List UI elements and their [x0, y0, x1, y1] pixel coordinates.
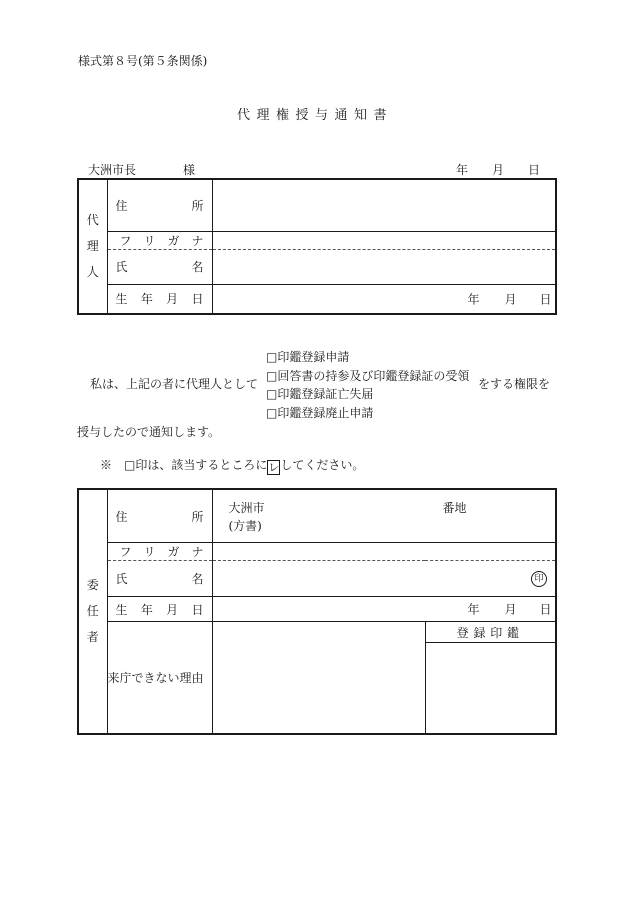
- agent-dob-month: 月: [504, 292, 517, 306]
- principal-side-label: 委 任 者: [78, 489, 107, 734]
- reason-label: 来庁できない理由: [107, 622, 212, 734]
- agent-furigana-field[interactable]: [212, 231, 556, 249]
- agent-address-field[interactable]: [212, 179, 556, 231]
- principal-furigana-label: フ リ ガ ナ: [107, 543, 212, 561]
- checkbox-note: ※ □印は、該当するところにレしてください。: [100, 458, 365, 474]
- agent-name-label: 氏 名: [107, 249, 212, 284]
- agent-dob-year: 年: [467, 292, 480, 306]
- option-reply-and-card-receipt[interactable]: □回答書の持参及び印鑑登録証の受領: [266, 368, 470, 383]
- agent-furigana-label: フ リ ガ ナ: [107, 231, 212, 249]
- principal-address-label: 住 所: [107, 489, 212, 543]
- principal-name-field[interactable]: [212, 561, 556, 597]
- date-month-label: 月: [492, 163, 505, 177]
- principal-dob-field[interactable]: [212, 597, 556, 622]
- option-registration-cancel[interactable]: □印鑑登録廃止申請: [266, 405, 374, 420]
- form-number: 様式第８号(第５条関係): [78, 54, 208, 68]
- principal-dob-month: 月: [504, 602, 517, 617]
- option-card-loss-report[interactable]: □印鑑登録証亡失届: [266, 387, 374, 401]
- agent-table: [77, 178, 557, 315]
- principal-address-care-of: (方書): [228, 519, 262, 533]
- principal-dob-year: 年: [467, 602, 480, 617]
- registered-seal-label: 登録印鑑: [425, 622, 556, 643]
- authorization-continuation: 授与したので通知します。: [77, 425, 221, 439]
- reason-field[interactable]: [212, 622, 425, 734]
- agent-dob-field[interactable]: [212, 284, 556, 314]
- seal-icon: 印: [531, 571, 547, 587]
- principal-furigana-field[interactable]: [212, 543, 556, 561]
- agent-dob-label: 生 年 月 日: [107, 284, 212, 314]
- addressee: 大洲市長: [88, 163, 137, 177]
- principal-address-block: 番地: [442, 501, 467, 515]
- authorization-sentence: 私は、上記の者に代理人として: [90, 377, 259, 391]
- principal-address-field[interactable]: [212, 489, 556, 543]
- agent-name-field[interactable]: [212, 249, 556, 284]
- principal-address-city: 大洲市: [228, 501, 265, 515]
- addressee-honorific: 様: [183, 163, 196, 177]
- check-mark-icon: レ: [268, 461, 280, 474]
- date-year-label: 年: [456, 163, 469, 177]
- agent-address-label: 住 所: [107, 179, 212, 231]
- principal-dob-day: 日: [539, 602, 552, 617]
- date-day-label: 日: [528, 163, 541, 177]
- authorization-suffix: をする権限を: [478, 377, 551, 391]
- principal-table: [77, 488, 557, 735]
- principal-name-label: 氏 名: [107, 561, 212, 597]
- agent-side-label: 代 理 人: [78, 179, 107, 314]
- principal-dob-label: 生 年 月 日: [107, 597, 212, 622]
- option-seal-registration[interactable]: □印鑑登録申請: [266, 350, 350, 364]
- authorization-options: [266, 348, 469, 422]
- document-title: 代理権授与通知書: [236, 108, 393, 123]
- agent-dob-day: 日: [539, 292, 552, 306]
- registered-seal-field[interactable]: [425, 643, 556, 734]
